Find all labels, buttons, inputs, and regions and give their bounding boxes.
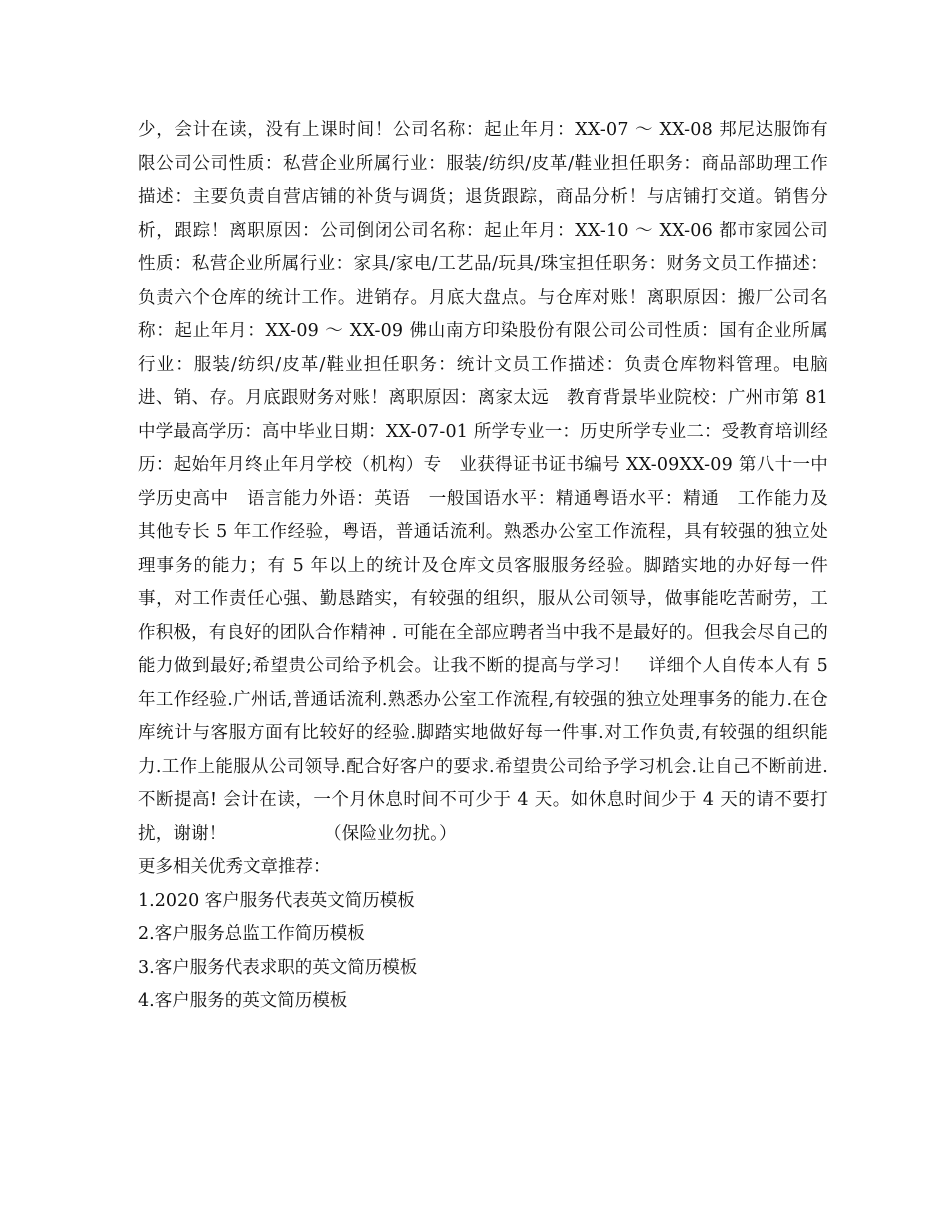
related-articles-section [138, 851, 828, 1019]
related-article-item [138, 918, 828, 952]
related-articles-heading: 更多相关优秀文章推荐： [138, 857, 331, 877]
related-article-item [138, 985, 828, 1019]
related-article-link[interactable]: 3.客户服务代表求职的英文简历模板 [138, 957, 418, 978]
document-page [138, 114, 828, 1019]
related-articles-list [138, 885, 828, 1019]
related-article-item [138, 952, 828, 986]
related-article-link[interactable]: 1.2020 客户服务代表英文简历模板 [138, 890, 415, 911]
related-article-item [138, 885, 828, 919]
related-article-link[interactable]: 2.客户服务总监工作简历模板 [138, 924, 365, 944]
resume-body-paragraph: 少，会计在读，没有上课时间！公司名称：起止年月：XX-07 ～ XX-08 邦尼达服饰有限公司公司性质：私营企业所属行业：服装/纺织/皮革/鞋业担任职务：商品部助理工作描述：主要负责自营店铺的补货与调货；退货跟踪，商品分析！与店铺打交道。销售分析，跟踪！离职原因：公司倒闭公司名称：起止年月：XX-10 ～ XX-06 都市家园公司性质：私营企业所属行业：家具/家电/工艺品/玩具/珠宝担任职务：财务文员工作描述：负责六个仓库的统计工作。进销存。月底大盘点。与仓库对账！离职原因：搬厂公司名称：起止年月：XX-09 ～ XX-09 佛山南方印染股份有限公司公司性质：国有企业所属行业：服装/纺织/皮革/鞋业担任职务：统计文员工作描述：负责仓库物料管理。电脑进、销、存。月底跟财务对账！离职原因：离家太远 教育背景毕业院校：广州市第 81 中学最高学历：高中毕业日期：XX-07-01 所学专业一：历史所学专业二：受教育培训经历：起始年月终止年月学校（机构）专 业获得证书证书编号 XX-09XX-09 第八十一中学历史高中 语言能力外语：英语 一般国语水平：精通粤语水平：精通 工作能力及其他专长 5 年工作经验，粤语，普通话流利。熟悉办公室工作流程，具有较强的独立处理事务的能力；有 5 年以上的统计及仓库文员客服服务经验。脚踏实地的办好每一件事，对工作责任心强、勤恳踏实，有较强的组织，服从公司领导，做事能吃苦耐劳，工作积极，有良好的团队合作精神 . 可能在全部应聘者当中我不是最好的。但我会尽自己的能力做到最好;希望贵公司给予机会。让我不断的提高与学习！ 详细个人自传本人有 5 年工作经验.广州话,普通话流利.熟悉办公室工作流程,有较强的独立处理事务的能力.在仓库统计与客服方面有比较好的经验.脚踏实地做好每一件事.对工作负责,有较强的组织能力.工作上能服从公司领导.配合好客户的要求.希望贵公司给予学习机会.让自己不断前进.不断提高! 会计在读，一个月休息时间不可少于 4 天。如休息时间少于 4 天的请不要打扰，谢谢！ （保险业勿扰。） [138, 120, 828, 844]
related-article-link[interactable]: 4.客户服务的英文简历模板 [138, 991, 348, 1011]
